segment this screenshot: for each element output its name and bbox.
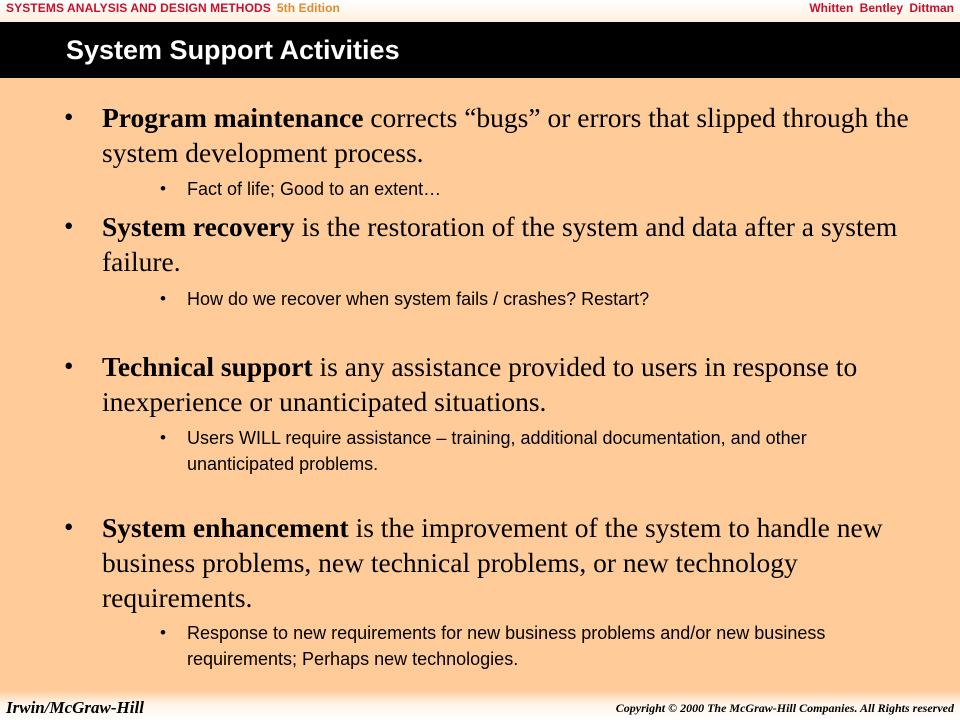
- bullet-marker: •: [64, 512, 74, 542]
- bullet-marker: •: [64, 102, 74, 132]
- bullet-text: [102, 349, 922, 419]
- header-bar: [0, 0, 960, 22]
- sub-bullet-marker: •: [160, 289, 166, 308]
- bullet-text: [102, 510, 922, 615]
- footer-bar: [0, 690, 960, 720]
- sub-bullet-text: How do we recover when system fails / crashes? Restart?: [187, 289, 650, 309]
- bullet-text: [102, 209, 922, 279]
- title-bar: [0, 22, 960, 78]
- bullet-term: System recovery: [102, 211, 295, 242]
- edition-label: 5th Edition: [276, 1, 340, 15]
- copyright-notice: Copyright © 2000 The McGraw-Hill Companies. All Rights reserved: [615, 701, 954, 715]
- book-title: SYSTEMS ANALYSIS AND DESIGN METHODS: [6, 1, 271, 15]
- bullet-text: [102, 100, 922, 170]
- bullet-term: Technical support: [102, 351, 313, 382]
- sub-bullet-marker: •: [160, 179, 166, 198]
- book-title-line: [6, 1, 340, 15]
- authors: Whitten Bentley Dittman: [809, 1, 954, 15]
- slide-content: [0, 78, 960, 696]
- bullet-description: is the improvement of the system to handle new business problems, new technical problems, or new technology requirements.: [102, 512, 883, 613]
- publisher: Irwin/McGraw-Hill: [6, 698, 144, 717]
- sub-bullet-text: Users WILL require assistance – training, additional documentation, and other unanticipated problems.: [187, 428, 807, 474]
- sub-bullet-text: Response to new requirements for new business problems and/or new business requirements; Perhaps new technologies.: [187, 623, 826, 669]
- bullet-marker: •: [64, 351, 74, 381]
- slide-title: System Support Activities: [66, 35, 400, 65]
- bullet-description: corrects “bugs” or errors that slipped through the system development process.: [102, 102, 909, 168]
- sub-bullet-text: Fact of life; Good to an extent…: [187, 179, 442, 199]
- sub-bullet-marker: •: [160, 428, 166, 447]
- bullet-description: is the restoration of the system and data after a system failure.: [102, 211, 898, 277]
- bullet-description: is any assistance provided to users in response to inexperience or unanticipated situations.: [102, 351, 858, 417]
- bullet-term: System enhancement: [102, 512, 349, 543]
- sub-bullet-marker: •: [160, 623, 166, 642]
- bullet-marker: •: [64, 211, 74, 241]
- bullet-term: Program maintenance: [102, 102, 364, 133]
